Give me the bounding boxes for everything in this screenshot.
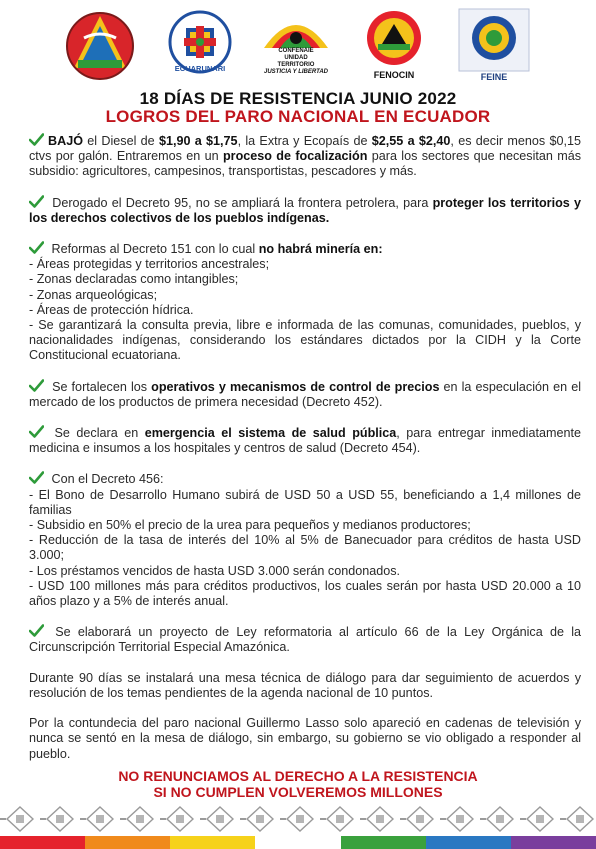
paragraph-price-control: Se fortalecen los operativos y mecanismos de control de precios en la especulación en el mercado de los productos de primera necesidad (Decreto 452). bbox=[29, 379, 581, 409]
conaie-logo bbox=[64, 8, 136, 84]
closing-slogan-line2: SI NO CUMPLEN VOLVEREMOS MILLONES bbox=[153, 784, 443, 800]
check-icon bbox=[29, 471, 44, 484]
pattern-motif bbox=[40, 807, 73, 831]
pattern-motif bbox=[0, 807, 33, 831]
list-item: - Subsidio en 50% el precio de la urea para pequeños y medianos productores; bbox=[29, 518, 471, 533]
pattern-motif bbox=[320, 807, 353, 831]
list-item: - Zonas declaradas como intangibles; bbox=[29, 272, 239, 287]
paragraph-decree-456: Con el Decreto 456: - El Bono de Desarrollo Humano subirá de USD 50 a USD 55, beneficiando a 1,4 millones de familias - Subsidio en 50% el precio de la urea para pequeños y medianos productores; - Reducción de la tasa de interés del 10% al 5% de Banecuador para créditos de hasta USD 3.000; - Los préstamos vencidos de hasta USD 3.000 serán condonados. - USD 100 millones más para créditos productivos, los cuales serán por hasta USD 20.000 a 10 años plazo y a 5% de interés anual. bbox=[29, 472, 581, 609]
pattern-motif bbox=[480, 807, 513, 831]
pattern-motif bbox=[240, 807, 273, 831]
confenaie-caption bbox=[256, 48, 336, 76]
feine-logo bbox=[458, 8, 530, 84]
confenaie-line4: JUSTICIA Y LIBERTAD bbox=[263, 69, 328, 75]
pattern-motif bbox=[520, 807, 553, 831]
pattern-motif bbox=[120, 807, 153, 831]
pattern-motif bbox=[440, 807, 473, 831]
check-icon bbox=[29, 241, 44, 254]
check-icon bbox=[29, 379, 44, 392]
stripe-segment bbox=[170, 836, 255, 849]
wiphala-stripe bbox=[0, 836, 596, 849]
list-item: - Reducción de la tasa de interés del 10% al 5% de Banecuador para créditos de hasta USD 3.000; bbox=[29, 533, 581, 563]
fenocin-logo bbox=[364, 8, 424, 84]
paragraph-dialogue-table: Durante 90 días se instalará una mesa técnica de diálogo para dar seguimiento de acuerdos y resolución de los temas pendientes de la agenda nacional de 10 puntos. bbox=[29, 670, 581, 700]
pattern-motif bbox=[560, 807, 593, 831]
andean-pattern-border bbox=[0, 804, 596, 834]
paragraph-decree-151: Reformas al Decreto 151 con lo cual no habrá minería en: - Áreas protegidas y territorios ancestrales; - Zonas declaradas como intangibles; - Zonas arqueológicas; - Áreas de protección hídrica. - Se garantizará la consulta previa, libre e informada de las comunas, comunidades, pueblos, y nacionalidades indígenas, considerando los estándares dictados por la CIDH y la Corte Constitucional ecuatoriana. bbox=[29, 242, 581, 363]
list-item: - Se garantizará la consulta previa, libre e informada de las comunas, comunidades, pueblos, y nacionalidades indígenas, considerando los estándares dictados por la CIDH y la Corte Constitucional ecuatoriana. bbox=[29, 318, 581, 363]
check-icon bbox=[29, 195, 44, 208]
check-icon bbox=[29, 133, 44, 146]
pattern-motif bbox=[280, 807, 313, 831]
list-item: - Zonas arqueológicas; bbox=[29, 287, 158, 302]
stripe-segment bbox=[341, 836, 426, 849]
ecuarunari-logo bbox=[160, 8, 240, 84]
list-item: - Los préstamos vencidos de hasta USD 3.000 serán condonados. bbox=[29, 563, 401, 578]
paragraph-amazon-law: Se elaborará un proyecto de Ley reformatoria al artículo 66 de la Ley Orgánica de la Circunscripción Territorial Especial Amazónica. bbox=[29, 625, 581, 655]
list-item: - Áreas protegidas y territorios ancestrales; bbox=[29, 257, 270, 272]
stripe-segment bbox=[85, 836, 170, 849]
stripe-segment bbox=[511, 836, 596, 849]
ecuarunari-name: ECUARUNARI bbox=[174, 64, 226, 73]
logo-row bbox=[0, 8, 596, 84]
paragraph-fuel-prices: BAJÓ el Diesel de $1,90 a $1,75, la Extra y Ecopaís de $2,55 a $2,40, es decir menos $0,15 ctvs por galón. Entraremos en un proceso de focalización para los sectores que necesitan más subsidio: agricultores, campesinos, transportistas, pescadores y más. bbox=[29, 134, 581, 179]
confenaie-logo bbox=[256, 8, 336, 84]
pattern-motif bbox=[360, 807, 393, 831]
confenaie-line2: UNIDAD bbox=[284, 55, 308, 61]
check-icon bbox=[29, 425, 44, 438]
feine-name: FEINE bbox=[480, 72, 508, 82]
page-subtitle: LOGROS DEL PARO NACIONAL EN ECUADOR bbox=[105, 107, 491, 126]
closing-slogan-line1: NO RENUNCIAMOS AL DERECHO A LA RESISTENCIA bbox=[118, 768, 478, 784]
stripe-segment bbox=[255, 836, 340, 849]
list-item: - Áreas de protección hídrica. bbox=[29, 302, 194, 317]
pattern-motif bbox=[400, 807, 433, 831]
pattern-motif bbox=[80, 807, 113, 831]
fenocin-name: FENOCIN bbox=[373, 70, 415, 80]
check-icon bbox=[29, 624, 44, 637]
list-item: - USD 100 millones más para créditos productivos, los cuales serán por hasta USD 20.000 a 10 años plazo y a 5% de interés anual. bbox=[29, 578, 581, 609]
pattern-motif bbox=[200, 807, 233, 831]
pattern-motif bbox=[160, 807, 193, 831]
confenaie-line1: CONFENAIE bbox=[278, 48, 314, 54]
stripe-segment bbox=[426, 836, 511, 849]
paragraph-government: Por la contundecia del paro nacional Guillermo Lasso solo apareció en cadenas de televisión y nunca se sentó en la mesa de diálogo, sin embargo, su gobierno se vio obligado a responder al pueblo. bbox=[29, 716, 581, 761]
page-title: 18 DÍAS DE RESISTENCIA JUNIO 2022 bbox=[139, 89, 457, 108]
confenaie-line3: TERRITORIO bbox=[277, 62, 315, 68]
paragraph-decree-95: Derogado el Decreto 95, no se ampliará la frontera petrolera, para proteger los territorios y los derechos colectivos de los pueblos indígenas. bbox=[29, 195, 581, 225]
achievements-list bbox=[29, 133, 581, 762]
paragraph-health-emergency: Se declara en emergencia el sistema de salud pública, para entregar inmediatamente medicina e insumos a los hospitales y centros de salud (Decreto 454). bbox=[29, 426, 581, 456]
list-item: - El Bono de Desarrollo Humano subirá de USD 50 a USD 55, beneficiando a 1,4 millones de familias bbox=[29, 487, 581, 517]
stripe-segment bbox=[0, 836, 85, 849]
